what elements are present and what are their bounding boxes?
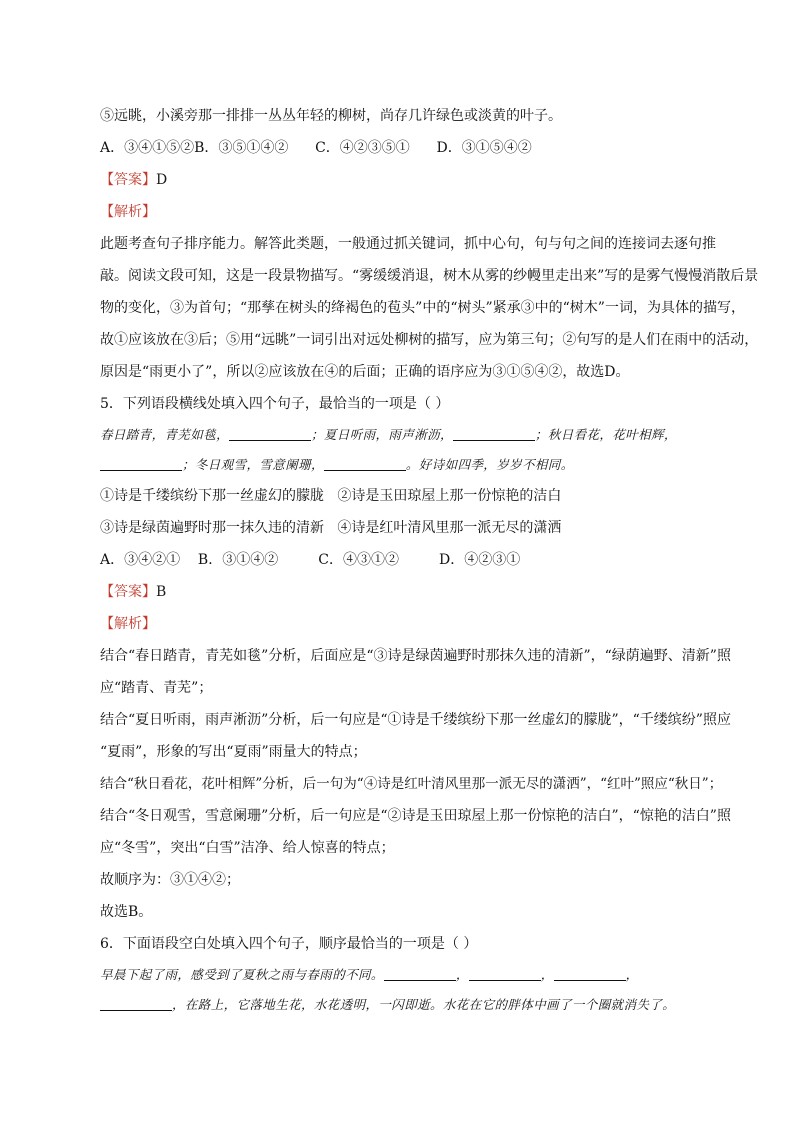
q5-analysis-line-2: 应“踏青、青芜”； xyxy=(100,680,213,696)
passage-text: ；夏日听雨，雨声淅沥， xyxy=(311,427,453,442)
fill-blank[interactable] xyxy=(324,456,406,471)
answer-value: B xyxy=(156,584,167,600)
q4-options: A．③④①⑤②B．③⑤①④② C．④②③⑤① D．③①⑤④② xyxy=(100,140,532,156)
q4-sentence-5: ⑤远眺，小溪旁那一排排一丛丛年轻的柳树，尚存几许绿色或淡黄的叶子。 xyxy=(100,108,562,124)
document-content xyxy=(100,100,759,1020)
q5-analysis-label xyxy=(100,608,720,640)
fill-blank[interactable] xyxy=(453,426,535,441)
passage-text: 早晨下起了雨，感受到了夏秋之雨与春雨的不同。 xyxy=(100,967,384,982)
q6-passage-line-1: 早晨下起了雨，感受到了夏秋之雨与春雨的不同。 ， ， ， xyxy=(100,967,639,982)
passage-text: ；冬日观雪，雪意阑珊， xyxy=(182,457,324,472)
q5-analysis-line-6: 结合“冬日观雪，雪意阑珊”分析，后一句应是“②诗是玉田琼屋上那一份惊艳的洁白”，“惊艳的洁白”照 xyxy=(100,808,731,824)
fill-blank[interactable] xyxy=(100,456,182,471)
q4-analysis-line-1: 此题考查句子排序能力。解答此类题，一般通过抓关键词，抓中心句，句与句之间的连接词去逐句推 xyxy=(100,236,716,252)
q5-analysis-line-8: 故顺序为：③①④②； xyxy=(100,872,240,888)
q4-analysis-line-4: 故①应该放在③后；⑤用“远眺”一词引出对远处柳树的描写，应为第三句；②句写的是人们在雨中的活动， xyxy=(100,332,759,348)
q5-analysis-line-5: 结合“秋日看花，花叶相辉”分析，后一句为“④诗是红叶清风里那一派无尽的潇洒”，“红叶”照应“秋日”； xyxy=(100,776,723,792)
fill-blank[interactable] xyxy=(554,966,626,981)
answer-label: 【答案】 xyxy=(100,172,156,188)
q5-answer xyxy=(100,576,720,608)
q5-analysis-line-4: “夏雨”，形象的写出“夏雨”雨量大的特点； xyxy=(100,744,367,760)
fill-blank[interactable] xyxy=(469,966,541,981)
q5-analysis-line-9: 故选B。 xyxy=(100,904,153,920)
q6-passage-line-2 xyxy=(100,990,720,1020)
passage-text: 春日踏青，青芜如毯， xyxy=(100,427,230,442)
passage-text: 。好诗如四季，岁岁不相同。 xyxy=(405,457,574,472)
q5-passage-line-1 xyxy=(100,420,720,450)
q4-analysis-line-3: 物的变化，③为首句；“那孳在树头的绛褐色的苞头”中的“树头”紧承③中的“树木”一词，为具体的描写， xyxy=(100,300,745,316)
analysis-label: 【解析】 xyxy=(100,616,156,632)
q5-title: 5．下列语段横线处填入四个句子，最恰当的一项是（ ） xyxy=(100,396,450,412)
q6-title: 6．下面语段空白处填入四个句子，顺序最恰当的一项是（ ） xyxy=(100,936,478,952)
answer-value: D xyxy=(156,172,168,188)
q5-analysis-line-1: 结合“春日踏青，青芜如毯”分析，后面应是“③诗是绿茵遍野时那抹久违的清新”，“绿荫遍野、清新”照 xyxy=(100,648,731,664)
q4-answer xyxy=(100,164,720,196)
q5-passage-line-2 xyxy=(100,450,720,480)
passage-text: ；秋日看花，花叶相辉， xyxy=(534,427,677,442)
q5-options: A．③④②① B．③①④② C．④③①② D．④②③① xyxy=(100,552,521,568)
q4-analysis-line-2: 敲。阅读文段可知，这是一段景物描写。“雾缓缓消退，树木从雾的纱幔里走出来”写的是雾气慢慢消散后景 xyxy=(100,268,759,284)
fill-blank[interactable] xyxy=(229,426,311,441)
q5-choices-line-2: ③诗是绿茵遍野时那一抹久违的清新 ④诗是红叶清风里那一派无尽的潇洒 xyxy=(100,520,562,536)
q4-analysis-line-5: 原因是“雨更小了”，所以②应该放在④的后面；正确的语序应为③①⑤④②，故选D。 xyxy=(100,364,630,380)
fill-blank[interactable] xyxy=(100,996,172,1011)
q4-analysis-label xyxy=(100,196,720,228)
q5-analysis-line-3: 结合“夏日听雨，雨声淅沥”分析，后一句应是“①诗是千缕缤纷下那一丝虚幻的朦胧”，“千缕缤纷”照应 xyxy=(100,712,731,728)
q5-analysis-line-7: 应“冬雪”，突出“白雪”洁净、给人惊喜的特点； xyxy=(100,840,395,856)
answer-label: 【答案】 xyxy=(100,584,156,600)
passage-text: ，在路上，它落地生花，水花透明，一闪即逝。水花在它的胖体中画了一个圈就消失了。 xyxy=(172,997,676,1012)
analysis-label: 【解析】 xyxy=(100,204,156,220)
q5-choices-line-1: ①诗是千缕缤纷下那一丝虚幻的朦胧 ②诗是玉田琼屋上那一份惊艳的洁白 xyxy=(100,488,562,504)
fill-blank[interactable] xyxy=(384,966,456,981)
